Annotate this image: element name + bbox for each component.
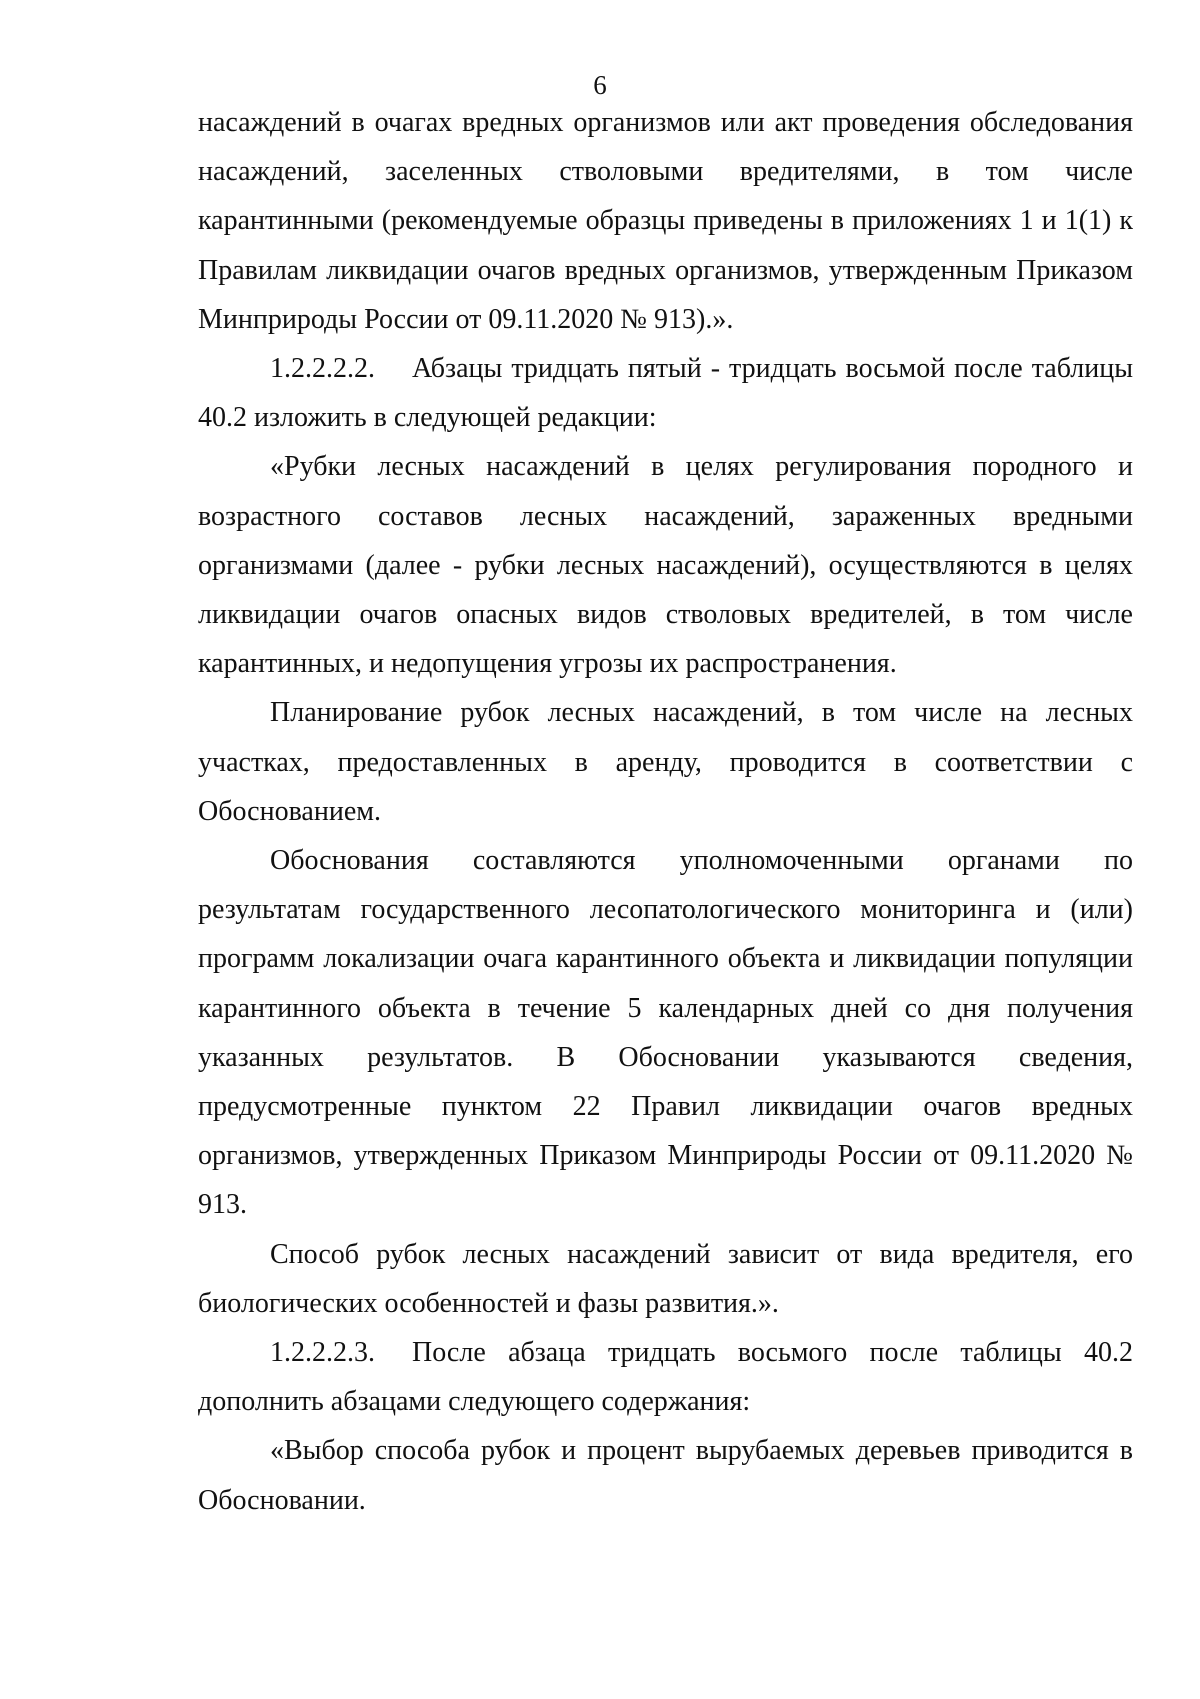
clause-number: 1.2.2.2.3. — [270, 1337, 375, 1369]
paragraph-1 — [198, 98, 1133, 344]
paragraph-3 — [198, 442, 1133, 688]
paragraph-text: «Рубки лесных насаждений в целях регулирования породного и возрастного составов лесных насаждений, зараженных вредными организмами (далее - рубки лесных насаждений), осуществляются в целях ликвидации очагов опасных видов стволовых вредителей, в том числе карантинных, и недопущения угрозы их распространения. — [198, 451, 1133, 680]
paragraph-text: «Выбор способа рубок и процент вырубаемых деревьев приводится в Обосновании. — [198, 1435, 1133, 1516]
paragraph-text: Абзацы тридцать пятый - тридцать восьмой после таблицы 40.2 изложить в следующей редакции: — [198, 353, 1133, 434]
document-body — [198, 98, 1133, 1525]
paragraph-text: Обоснования составляются уполномоченными органами по результатам государственного лесопатологического мониторинга и (или) программ локализации очага карантинного объекта и ликвидации популяции карантинного объекта в течение 5 календарных дней со дня получения указанных результатов. В Обосновании указываются сведения, предусмотренные пунктом 22 Правил ликвидации очагов вредных организмов, утвержденных Приказом Минприроды России от 09.11.2020 № 913. — [198, 845, 1133, 1221]
paragraph-6 — [198, 1230, 1133, 1328]
paragraph-8 — [198, 1426, 1133, 1524]
paragraph-text: насаждений в очагах вредных организмов или акт проведения обследования насаждений, заселенных стволовыми вредителями, в том числе карантинными (рекомендуемые образцы приведены в приложениях 1 и 1(1) к Правилам ликвидации очагов вредных организмов, утвержденным Приказом Минприроды России от 09.11.2020 № 913).». — [198, 107, 1133, 335]
paragraph-text: Планирование рубок лесных насаждений, в том числе на лесных участках, предоставленных в аренду, проводится в соответствии с Обоснованием. — [198, 697, 1133, 827]
paragraph-4 — [198, 688, 1133, 836]
paragraph-7 — [198, 1328, 1133, 1426]
paragraph-text: Способ рубок лесных насаждений зависит от вида вредителя, его биологических особенностей и фазы развития.». — [198, 1238, 1133, 1319]
paragraph-5 — [198, 836, 1133, 1230]
paragraph-2 — [198, 344, 1133, 442]
page-number: 6 — [593, 70, 607, 100]
clause-number: 1.2.2.2.2. — [270, 353, 375, 385]
paragraph-text: После абзаца тридцать восьмого после таблицы 40.2 дополнить абзацами следующего содержания: — [198, 1337, 1133, 1418]
